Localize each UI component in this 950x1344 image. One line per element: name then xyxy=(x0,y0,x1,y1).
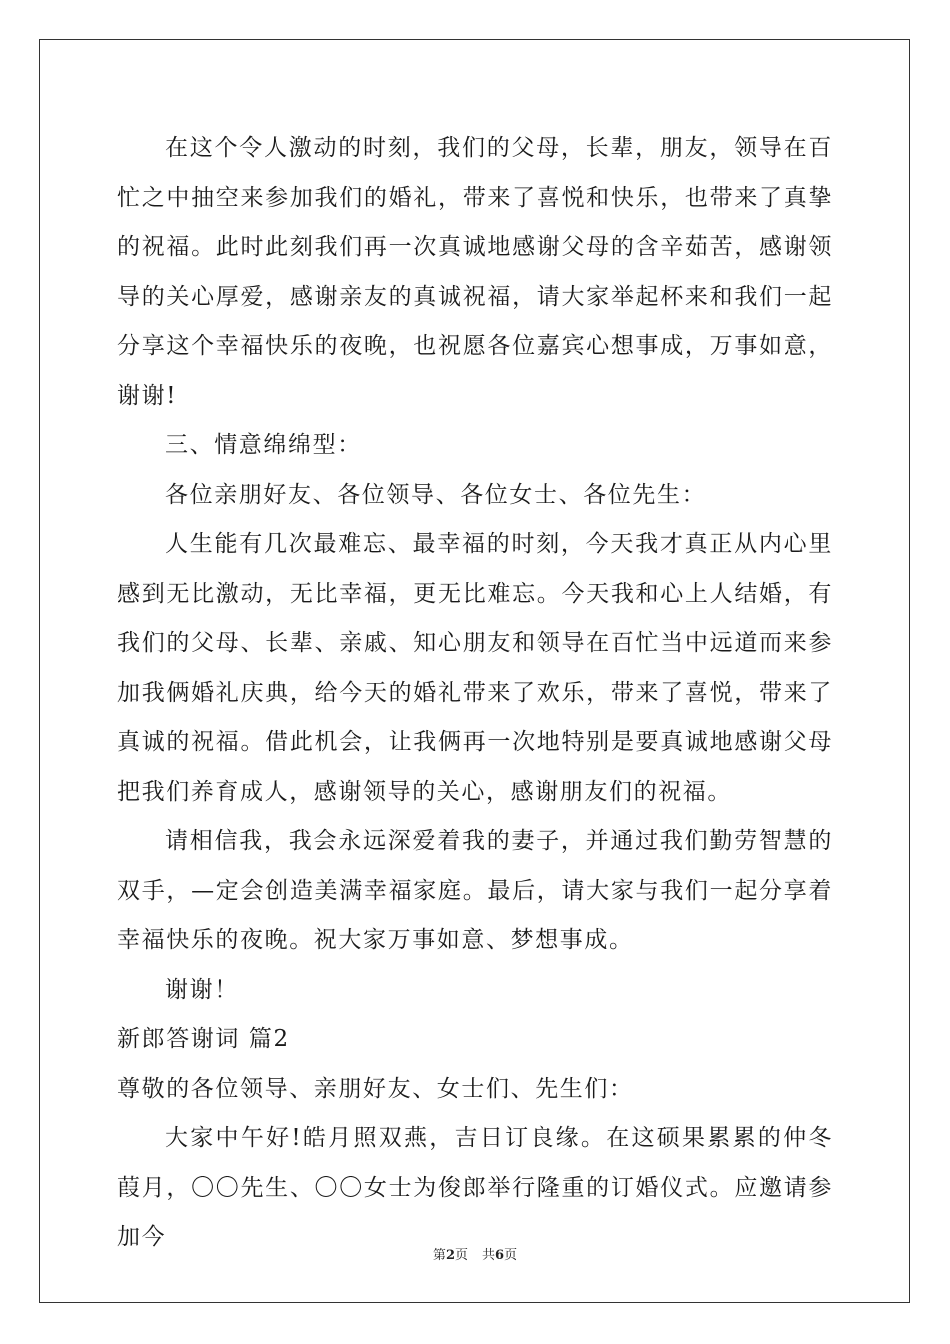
paragraph-3: 请相信我，我会永远深爱着我的妻子，并通过我们勤劳智慧的双手，—定会创造美满幸福家庭。最后，请大家与我们一起分享着幸福快乐的夜晚。祝大家万事如意、梦想事成。 xyxy=(117,828,833,953)
thanks-line: 谢谢！ xyxy=(165,976,239,1003)
page-footer xyxy=(0,1247,950,1265)
total-prefix: 共 xyxy=(482,1248,496,1263)
page-prefix: 第 xyxy=(432,1248,446,1263)
page-number: 2 xyxy=(445,1248,455,1263)
document-body xyxy=(117,124,833,1263)
salutation-line: 尊敬的各位领导、亲朋好友、女士们、先生们： xyxy=(117,1075,634,1102)
paragraph-1: 在这个令人激动的时刻，我们的父母，长辈，朋友，领导在百忙之中抽空来参加我们的婚礼，带来了喜悦和快乐，也带来了真挚的祝福。此时此刻我们再一次真诚地感谢父母的含辛茹苦，感谢领导的关心厚爱，感谢亲友的真诚祝福，请大家举起杯来和我们一起分享这个幸福快乐的夜晚，也祝愿各位嘉宾心想事成，万事如意，谢谢! xyxy=(117,135,833,409)
article-heading: 新郎答谢词 篇2 xyxy=(117,1026,290,1052)
total-pages: 6 xyxy=(495,1248,505,1263)
paragraph-2: 人生能有几次最难忘、最幸福的时刻，今天我才真正从内心里感到无比激动，无比幸福，更无比难忘。今天我和心上人结婚，有我们的父母、长辈、亲戚、知心朋友和领导在百忙当中远道而来参加我俩婚礼庆典，给今天的婚礼带来了欢乐，带来了喜悦，带来了真诚的祝福。借此机会，让我俩再一次地特别是要真诚地感谢父母把我们养育成人，感谢领导的关心，感谢朋友们的祝福。 xyxy=(117,531,833,805)
page-suffix: 页 xyxy=(454,1248,468,1263)
total-suffix: 页 xyxy=(504,1248,518,1263)
paragraph-4: 大家中午好!皓月照双燕，吉日订良缘。在这硕果累累的仲冬葭月，〇〇先生、〇〇女士为俊郎举行隆重的订婚仪式。应邀请参加今 xyxy=(117,1125,833,1250)
section-heading-type-3: 三、情意绵绵型： xyxy=(165,432,362,458)
salutation-paragraph: 各位亲朋好友、各位领导、各位女士、各位先生： xyxy=(165,481,707,508)
